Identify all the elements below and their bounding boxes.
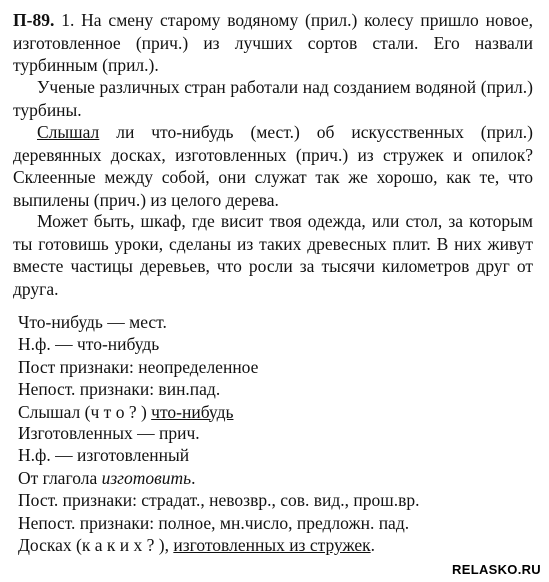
exercise-paragraph-3 — [13, 121, 533, 211]
analysis-text: . — [191, 467, 196, 488]
sentence: ли что-нибудь (мест.) об искусственных (прил.) деревянных досках, изготовленных (прич.) из стружек и опилок? — [13, 122, 533, 165]
analysis-line — [18, 534, 528, 556]
sentence: Склеенные между собой, они служат так же хорошо, как те, что выпилены (прич.) из целого дерева. — [13, 167, 533, 210]
analysis-line — [18, 467, 528, 489]
underlined-word: что-нибудь — [151, 401, 234, 422]
sentence: Ученые различных стран работали над созданием водяной (прил.) турбины. — [13, 77, 533, 120]
item-number: 1. — [61, 10, 75, 30]
underlined-word: Слышал — [37, 122, 100, 142]
analysis-text: От глагола — [18, 467, 98, 488]
exercise-paragraph-4 — [13, 210, 533, 300]
analysis-line: Пост признаки: неопределенное — [18, 356, 259, 377]
watermark: RELASKO.RU — [452, 562, 541, 577]
exercise-paragraph-2 — [13, 76, 533, 121]
analysis-line: Пост. признаки: страдат., невозвр., сов. вид., прош.вр. — [18, 490, 420, 511]
sentence: На смену старому водяному (прил.) колесу пришло новое, изготовленное (прич.) из лучших сортов стали. — [13, 10, 534, 53]
analysis-line: Непост. признаки: полное, мн.число, предложн. пад. — [18, 512, 410, 533]
exercise-number: П-89. — [13, 10, 55, 30]
sentence: Его назвали турбинным (прил.). — [13, 32, 534, 76]
analysis-line: Что-нибудь — мест. — [18, 312, 167, 332]
analysis-line: Изготовленных — прич. — [18, 423, 200, 443]
morph-analysis-participle — [18, 422, 528, 556]
underlined-phrase: изготовленных из стружек — [173, 535, 371, 556]
analysis-line: Непост. признаки: вин.пад. — [18, 379, 221, 400]
sentence: Может быть, шкаф, где висит твоя одежда, или стол, за которым ты готовишь уроки, сделаны из таких древесных плит. В них живут вместе частицы деревьев, что росли за тысячи километров друг от друга. — [13, 211, 533, 299]
analysis-line: Н.ф. — изготовленный — [18, 445, 190, 466]
analysis-line: Н.ф. — что-нибудь — [18, 334, 160, 355]
analysis-text: Досках (к а к и х ? ), — [18, 535, 169, 556]
analysis-text: Слышал (ч т о ? ) — [18, 401, 147, 422]
italic-verb: изготовить — [101, 467, 192, 488]
morph-analysis-pronoun — [18, 311, 528, 423]
analysis-text: . — [370, 535, 376, 556]
analysis-line — [18, 401, 528, 423]
exercise-paragraph-1 — [13, 9, 533, 77]
